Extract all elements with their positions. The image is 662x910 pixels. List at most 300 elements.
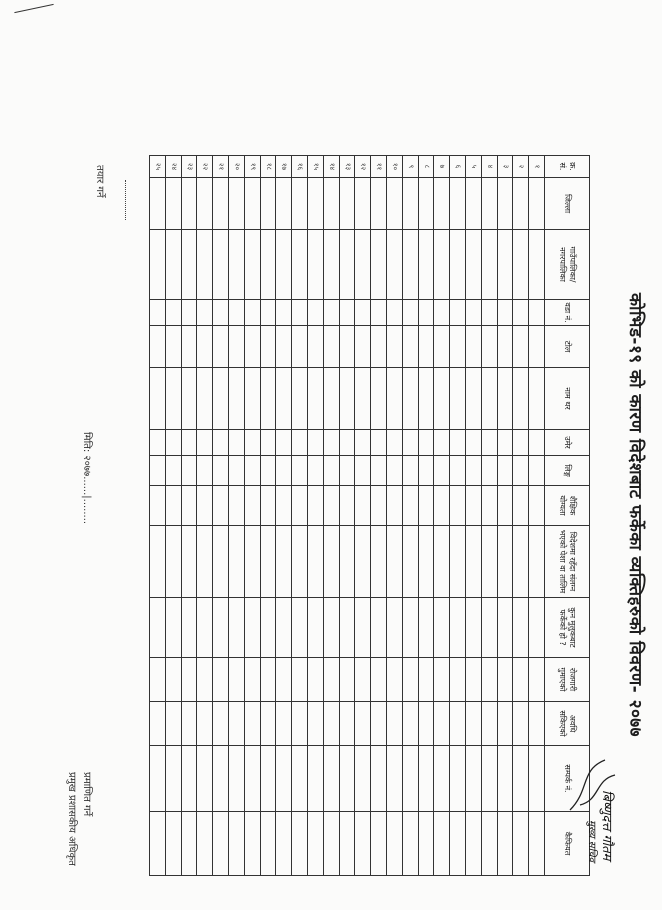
cell-age[interactable] bbox=[213, 430, 229, 456]
cell-remarks[interactable] bbox=[339, 812, 355, 876]
cell-name[interactable] bbox=[292, 368, 308, 430]
cell-reason_contract[interactable] bbox=[418, 702, 434, 746]
cell-education[interactable] bbox=[513, 486, 529, 526]
cell-name[interactable] bbox=[229, 368, 245, 430]
cell-reason_contract[interactable] bbox=[308, 702, 324, 746]
cell-reason_job[interactable] bbox=[244, 658, 260, 702]
cell-reason_job[interactable] bbox=[513, 658, 529, 702]
cell-country[interactable] bbox=[165, 598, 181, 658]
cell-district[interactable] bbox=[371, 178, 387, 230]
cell-country[interactable] bbox=[466, 598, 482, 658]
cell-age[interactable] bbox=[181, 430, 197, 456]
cell-reason_contract[interactable] bbox=[371, 702, 387, 746]
cell-education[interactable] bbox=[402, 486, 418, 526]
cell-ward[interactable] bbox=[260, 300, 276, 326]
cell-remarks[interactable] bbox=[355, 812, 371, 876]
cell-district[interactable] bbox=[244, 178, 260, 230]
cell-reason_job[interactable] bbox=[276, 658, 292, 702]
cell-age[interactable] bbox=[165, 430, 181, 456]
cell-remarks[interactable] bbox=[181, 812, 197, 876]
cell-gender[interactable] bbox=[402, 456, 418, 486]
cell-tole[interactable] bbox=[387, 326, 403, 368]
cell-remarks[interactable] bbox=[418, 812, 434, 876]
cell-ward[interactable] bbox=[197, 300, 213, 326]
cell-tole[interactable] bbox=[276, 326, 292, 368]
cell-name[interactable] bbox=[513, 368, 529, 430]
cell-age[interactable] bbox=[466, 430, 482, 456]
cell-education[interactable] bbox=[150, 486, 166, 526]
cell-education[interactable] bbox=[292, 486, 308, 526]
cell-municipality[interactable] bbox=[466, 230, 482, 300]
cell-country[interactable] bbox=[181, 598, 197, 658]
cell-education[interactable] bbox=[497, 486, 513, 526]
cell-remarks[interactable] bbox=[402, 812, 418, 876]
cell-age[interactable] bbox=[308, 430, 324, 456]
cell-municipality[interactable] bbox=[339, 230, 355, 300]
cell-country[interactable] bbox=[244, 598, 260, 658]
cell-country[interactable] bbox=[308, 598, 324, 658]
cell-country[interactable] bbox=[529, 598, 545, 658]
cell-skill[interactable] bbox=[197, 526, 213, 598]
cell-gender[interactable] bbox=[339, 456, 355, 486]
cell-reason_job[interactable] bbox=[339, 658, 355, 702]
cell-district[interactable] bbox=[481, 178, 497, 230]
cell-district[interactable] bbox=[197, 178, 213, 230]
cell-municipality[interactable] bbox=[450, 230, 466, 300]
cell-ward[interactable] bbox=[402, 300, 418, 326]
cell-education[interactable] bbox=[165, 486, 181, 526]
cell-district[interactable] bbox=[450, 178, 466, 230]
cell-tole[interactable] bbox=[371, 326, 387, 368]
cell-municipality[interactable] bbox=[355, 230, 371, 300]
cell-ward[interactable] bbox=[213, 300, 229, 326]
cell-contact[interactable] bbox=[213, 746, 229, 812]
cell-age[interactable] bbox=[497, 430, 513, 456]
cell-reason_contract[interactable] bbox=[466, 702, 482, 746]
cell-country[interactable] bbox=[323, 598, 339, 658]
cell-ward[interactable] bbox=[165, 300, 181, 326]
cell-education[interactable] bbox=[481, 486, 497, 526]
cell-gender[interactable] bbox=[387, 456, 403, 486]
cell-gender[interactable] bbox=[181, 456, 197, 486]
cell-country[interactable] bbox=[229, 598, 245, 658]
cell-contact[interactable] bbox=[323, 746, 339, 812]
cell-age[interactable] bbox=[150, 430, 166, 456]
cell-district[interactable] bbox=[497, 178, 513, 230]
cell-ward[interactable] bbox=[229, 300, 245, 326]
cell-ward[interactable] bbox=[513, 300, 529, 326]
cell-district[interactable] bbox=[387, 178, 403, 230]
cell-contact[interactable] bbox=[529, 746, 545, 812]
cell-contact[interactable] bbox=[450, 746, 466, 812]
cell-name[interactable] bbox=[466, 368, 482, 430]
cell-reason_job[interactable] bbox=[165, 658, 181, 702]
cell-gender[interactable] bbox=[244, 456, 260, 486]
cell-municipality[interactable] bbox=[181, 230, 197, 300]
cell-remarks[interactable] bbox=[165, 812, 181, 876]
cell-ward[interactable] bbox=[466, 300, 482, 326]
cell-education[interactable] bbox=[197, 486, 213, 526]
cell-name[interactable] bbox=[244, 368, 260, 430]
cell-country[interactable] bbox=[497, 598, 513, 658]
cell-age[interactable] bbox=[339, 430, 355, 456]
cell-district[interactable] bbox=[323, 178, 339, 230]
cell-tole[interactable] bbox=[481, 326, 497, 368]
cell-education[interactable] bbox=[276, 486, 292, 526]
cell-tole[interactable] bbox=[323, 326, 339, 368]
cell-reason_job[interactable] bbox=[371, 658, 387, 702]
cell-gender[interactable] bbox=[197, 456, 213, 486]
cell-contact[interactable] bbox=[418, 746, 434, 812]
cell-reason_job[interactable] bbox=[213, 658, 229, 702]
cell-reason_contract[interactable] bbox=[513, 702, 529, 746]
cell-education[interactable] bbox=[387, 486, 403, 526]
cell-contact[interactable] bbox=[181, 746, 197, 812]
cell-country[interactable] bbox=[387, 598, 403, 658]
cell-name[interactable] bbox=[260, 368, 276, 430]
cell-age[interactable] bbox=[481, 430, 497, 456]
cell-name[interactable] bbox=[450, 368, 466, 430]
cell-name[interactable] bbox=[323, 368, 339, 430]
cell-age[interactable] bbox=[292, 430, 308, 456]
cell-municipality[interactable] bbox=[260, 230, 276, 300]
cell-reason_contract[interactable] bbox=[165, 702, 181, 746]
cell-reason_contract[interactable] bbox=[402, 702, 418, 746]
cell-reason_job[interactable] bbox=[529, 658, 545, 702]
cell-ward[interactable] bbox=[323, 300, 339, 326]
cell-municipality[interactable] bbox=[481, 230, 497, 300]
cell-name[interactable] bbox=[355, 368, 371, 430]
cell-contact[interactable] bbox=[371, 746, 387, 812]
cell-contact[interactable] bbox=[402, 746, 418, 812]
cell-tole[interactable] bbox=[434, 326, 450, 368]
cell-district[interactable] bbox=[418, 178, 434, 230]
cell-name[interactable] bbox=[387, 368, 403, 430]
cell-tole[interactable] bbox=[497, 326, 513, 368]
cell-remarks[interactable] bbox=[387, 812, 403, 876]
cell-tole[interactable] bbox=[292, 326, 308, 368]
cell-reason_job[interactable] bbox=[197, 658, 213, 702]
cell-gender[interactable] bbox=[150, 456, 166, 486]
cell-skill[interactable] bbox=[308, 526, 324, 598]
cell-district[interactable] bbox=[308, 178, 324, 230]
cell-skill[interactable] bbox=[181, 526, 197, 598]
cell-country[interactable] bbox=[418, 598, 434, 658]
cell-reason_contract[interactable] bbox=[292, 702, 308, 746]
cell-reason_job[interactable] bbox=[308, 658, 324, 702]
cell-name[interactable] bbox=[402, 368, 418, 430]
cell-contact[interactable] bbox=[308, 746, 324, 812]
cell-gender[interactable] bbox=[292, 456, 308, 486]
cell-municipality[interactable] bbox=[197, 230, 213, 300]
cell-district[interactable] bbox=[150, 178, 166, 230]
cell-skill[interactable] bbox=[292, 526, 308, 598]
cell-contact[interactable] bbox=[513, 746, 529, 812]
cell-age[interactable] bbox=[323, 430, 339, 456]
cell-ward[interactable] bbox=[308, 300, 324, 326]
cell-education[interactable] bbox=[244, 486, 260, 526]
cell-skill[interactable] bbox=[513, 526, 529, 598]
cell-contact[interactable] bbox=[276, 746, 292, 812]
cell-ward[interactable] bbox=[371, 300, 387, 326]
cell-country[interactable] bbox=[292, 598, 308, 658]
cell-district[interactable] bbox=[165, 178, 181, 230]
cell-municipality[interactable] bbox=[418, 230, 434, 300]
cell-age[interactable] bbox=[371, 430, 387, 456]
cell-gender[interactable] bbox=[276, 456, 292, 486]
cell-reason_job[interactable] bbox=[497, 658, 513, 702]
cell-age[interactable] bbox=[387, 430, 403, 456]
cell-age[interactable] bbox=[529, 430, 545, 456]
cell-district[interactable] bbox=[529, 178, 545, 230]
cell-reason_job[interactable] bbox=[466, 658, 482, 702]
cell-tole[interactable] bbox=[165, 326, 181, 368]
cell-remarks[interactable] bbox=[260, 812, 276, 876]
cell-municipality[interactable] bbox=[513, 230, 529, 300]
cell-reason_job[interactable] bbox=[229, 658, 245, 702]
cell-remarks[interactable] bbox=[466, 812, 482, 876]
cell-contact[interactable] bbox=[497, 746, 513, 812]
cell-skill[interactable] bbox=[260, 526, 276, 598]
cell-country[interactable] bbox=[513, 598, 529, 658]
cell-gender[interactable] bbox=[481, 456, 497, 486]
cell-district[interactable] bbox=[513, 178, 529, 230]
cell-remarks[interactable] bbox=[497, 812, 513, 876]
cell-ward[interactable] bbox=[387, 300, 403, 326]
cell-education[interactable] bbox=[260, 486, 276, 526]
cell-education[interactable] bbox=[339, 486, 355, 526]
cell-tole[interactable] bbox=[244, 326, 260, 368]
cell-municipality[interactable] bbox=[387, 230, 403, 300]
cell-remarks[interactable] bbox=[434, 812, 450, 876]
cell-education[interactable] bbox=[181, 486, 197, 526]
cell-country[interactable] bbox=[276, 598, 292, 658]
cell-reason_contract[interactable] bbox=[497, 702, 513, 746]
cell-remarks[interactable] bbox=[323, 812, 339, 876]
cell-ward[interactable] bbox=[434, 300, 450, 326]
cell-ward[interactable] bbox=[292, 300, 308, 326]
cell-reason_contract[interactable] bbox=[387, 702, 403, 746]
cell-age[interactable] bbox=[197, 430, 213, 456]
cell-reason_job[interactable] bbox=[387, 658, 403, 702]
cell-country[interactable] bbox=[402, 598, 418, 658]
cell-municipality[interactable] bbox=[371, 230, 387, 300]
cell-district[interactable] bbox=[292, 178, 308, 230]
cell-education[interactable] bbox=[213, 486, 229, 526]
cell-country[interactable] bbox=[150, 598, 166, 658]
cell-age[interactable] bbox=[402, 430, 418, 456]
cell-ward[interactable] bbox=[529, 300, 545, 326]
cell-reason_job[interactable] bbox=[402, 658, 418, 702]
cell-tole[interactable] bbox=[181, 326, 197, 368]
cell-name[interactable] bbox=[150, 368, 166, 430]
cell-contact[interactable] bbox=[244, 746, 260, 812]
cell-tole[interactable] bbox=[308, 326, 324, 368]
cell-municipality[interactable] bbox=[276, 230, 292, 300]
cell-age[interactable] bbox=[355, 430, 371, 456]
cell-contact[interactable] bbox=[150, 746, 166, 812]
cell-ward[interactable] bbox=[418, 300, 434, 326]
cell-skill[interactable] bbox=[529, 526, 545, 598]
cell-name[interactable] bbox=[418, 368, 434, 430]
cell-reason_job[interactable] bbox=[418, 658, 434, 702]
cell-age[interactable] bbox=[513, 430, 529, 456]
cell-contact[interactable] bbox=[466, 746, 482, 812]
cell-skill[interactable] bbox=[497, 526, 513, 598]
cell-age[interactable] bbox=[244, 430, 260, 456]
cell-remarks[interactable] bbox=[308, 812, 324, 876]
cell-gender[interactable] bbox=[371, 456, 387, 486]
cell-gender[interactable] bbox=[323, 456, 339, 486]
cell-district[interactable] bbox=[260, 178, 276, 230]
cell-remarks[interactable] bbox=[481, 812, 497, 876]
cell-skill[interactable] bbox=[450, 526, 466, 598]
cell-contact[interactable] bbox=[339, 746, 355, 812]
cell-contact[interactable] bbox=[165, 746, 181, 812]
cell-skill[interactable] bbox=[276, 526, 292, 598]
cell-skill[interactable] bbox=[150, 526, 166, 598]
cell-contact[interactable] bbox=[229, 746, 245, 812]
cell-contact[interactable] bbox=[197, 746, 213, 812]
cell-remarks[interactable] bbox=[371, 812, 387, 876]
cell-remarks[interactable] bbox=[450, 812, 466, 876]
cell-reason_contract[interactable] bbox=[244, 702, 260, 746]
cell-age[interactable] bbox=[260, 430, 276, 456]
cell-municipality[interactable] bbox=[150, 230, 166, 300]
cell-age[interactable] bbox=[450, 430, 466, 456]
cell-reason_contract[interactable] bbox=[150, 702, 166, 746]
cell-skill[interactable] bbox=[355, 526, 371, 598]
cell-district[interactable] bbox=[466, 178, 482, 230]
cell-gender[interactable] bbox=[418, 456, 434, 486]
cell-education[interactable] bbox=[323, 486, 339, 526]
cell-municipality[interactable] bbox=[244, 230, 260, 300]
cell-skill[interactable] bbox=[323, 526, 339, 598]
cell-municipality[interactable] bbox=[434, 230, 450, 300]
cell-skill[interactable] bbox=[466, 526, 482, 598]
cell-reason_contract[interactable] bbox=[197, 702, 213, 746]
cell-tole[interactable] bbox=[418, 326, 434, 368]
cell-age[interactable] bbox=[418, 430, 434, 456]
cell-gender[interactable] bbox=[260, 456, 276, 486]
cell-tole[interactable] bbox=[150, 326, 166, 368]
cell-country[interactable] bbox=[339, 598, 355, 658]
cell-name[interactable] bbox=[276, 368, 292, 430]
cell-gender[interactable] bbox=[513, 456, 529, 486]
cell-reason_contract[interactable] bbox=[213, 702, 229, 746]
cell-reason_contract[interactable] bbox=[529, 702, 545, 746]
cell-tole[interactable] bbox=[229, 326, 245, 368]
cell-reason_contract[interactable] bbox=[260, 702, 276, 746]
cell-skill[interactable] bbox=[418, 526, 434, 598]
cell-contact[interactable] bbox=[355, 746, 371, 812]
cell-reason_job[interactable] bbox=[181, 658, 197, 702]
cell-contact[interactable] bbox=[387, 746, 403, 812]
cell-reason_job[interactable] bbox=[323, 658, 339, 702]
cell-education[interactable] bbox=[434, 486, 450, 526]
cell-skill[interactable] bbox=[402, 526, 418, 598]
cell-country[interactable] bbox=[355, 598, 371, 658]
cell-age[interactable] bbox=[434, 430, 450, 456]
cell-district[interactable] bbox=[355, 178, 371, 230]
cell-name[interactable] bbox=[308, 368, 324, 430]
cell-reason_contract[interactable] bbox=[481, 702, 497, 746]
cell-reason_job[interactable] bbox=[450, 658, 466, 702]
cell-reason_contract[interactable] bbox=[181, 702, 197, 746]
cell-reason_job[interactable] bbox=[260, 658, 276, 702]
cell-country[interactable] bbox=[371, 598, 387, 658]
cell-age[interactable] bbox=[229, 430, 245, 456]
cell-skill[interactable] bbox=[481, 526, 497, 598]
cell-reason_contract[interactable] bbox=[339, 702, 355, 746]
cell-contact[interactable] bbox=[292, 746, 308, 812]
cell-municipality[interactable] bbox=[292, 230, 308, 300]
cell-country[interactable] bbox=[260, 598, 276, 658]
cell-tole[interactable] bbox=[260, 326, 276, 368]
cell-municipality[interactable] bbox=[323, 230, 339, 300]
cell-reason_contract[interactable] bbox=[229, 702, 245, 746]
cell-gender[interactable] bbox=[165, 456, 181, 486]
cell-district[interactable] bbox=[402, 178, 418, 230]
cell-reason_job[interactable] bbox=[481, 658, 497, 702]
cell-tole[interactable] bbox=[450, 326, 466, 368]
cell-education[interactable] bbox=[355, 486, 371, 526]
cell-gender[interactable] bbox=[450, 456, 466, 486]
cell-name[interactable] bbox=[213, 368, 229, 430]
cell-gender[interactable] bbox=[213, 456, 229, 486]
cell-name[interactable] bbox=[434, 368, 450, 430]
cell-remarks[interactable] bbox=[150, 812, 166, 876]
cell-tole[interactable] bbox=[197, 326, 213, 368]
cell-skill[interactable] bbox=[165, 526, 181, 598]
cell-education[interactable] bbox=[466, 486, 482, 526]
cell-skill[interactable] bbox=[434, 526, 450, 598]
cell-name[interactable] bbox=[165, 368, 181, 430]
cell-age[interactable] bbox=[276, 430, 292, 456]
cell-municipality[interactable] bbox=[213, 230, 229, 300]
cell-name[interactable] bbox=[197, 368, 213, 430]
cell-education[interactable] bbox=[371, 486, 387, 526]
cell-remarks[interactable] bbox=[276, 812, 292, 876]
cell-remarks[interactable] bbox=[213, 812, 229, 876]
cell-education[interactable] bbox=[418, 486, 434, 526]
cell-name[interactable] bbox=[481, 368, 497, 430]
cell-ward[interactable] bbox=[244, 300, 260, 326]
cell-municipality[interactable] bbox=[229, 230, 245, 300]
cell-district[interactable] bbox=[434, 178, 450, 230]
cell-remarks[interactable] bbox=[292, 812, 308, 876]
cell-education[interactable] bbox=[529, 486, 545, 526]
cell-reason_job[interactable] bbox=[434, 658, 450, 702]
cell-reason_contract[interactable] bbox=[276, 702, 292, 746]
cell-gender[interactable] bbox=[529, 456, 545, 486]
cell-tole[interactable] bbox=[355, 326, 371, 368]
cell-skill[interactable] bbox=[213, 526, 229, 598]
cell-education[interactable] bbox=[450, 486, 466, 526]
cell-gender[interactable] bbox=[497, 456, 513, 486]
cell-district[interactable] bbox=[339, 178, 355, 230]
cell-reason_contract[interactable] bbox=[450, 702, 466, 746]
cell-gender[interactable] bbox=[308, 456, 324, 486]
cell-ward[interactable] bbox=[497, 300, 513, 326]
cell-remarks[interactable] bbox=[229, 812, 245, 876]
cell-tole[interactable] bbox=[339, 326, 355, 368]
cell-education[interactable] bbox=[308, 486, 324, 526]
cell-education[interactable] bbox=[229, 486, 245, 526]
cell-ward[interactable] bbox=[355, 300, 371, 326]
cell-remarks[interactable] bbox=[244, 812, 260, 876]
cell-municipality[interactable] bbox=[497, 230, 513, 300]
